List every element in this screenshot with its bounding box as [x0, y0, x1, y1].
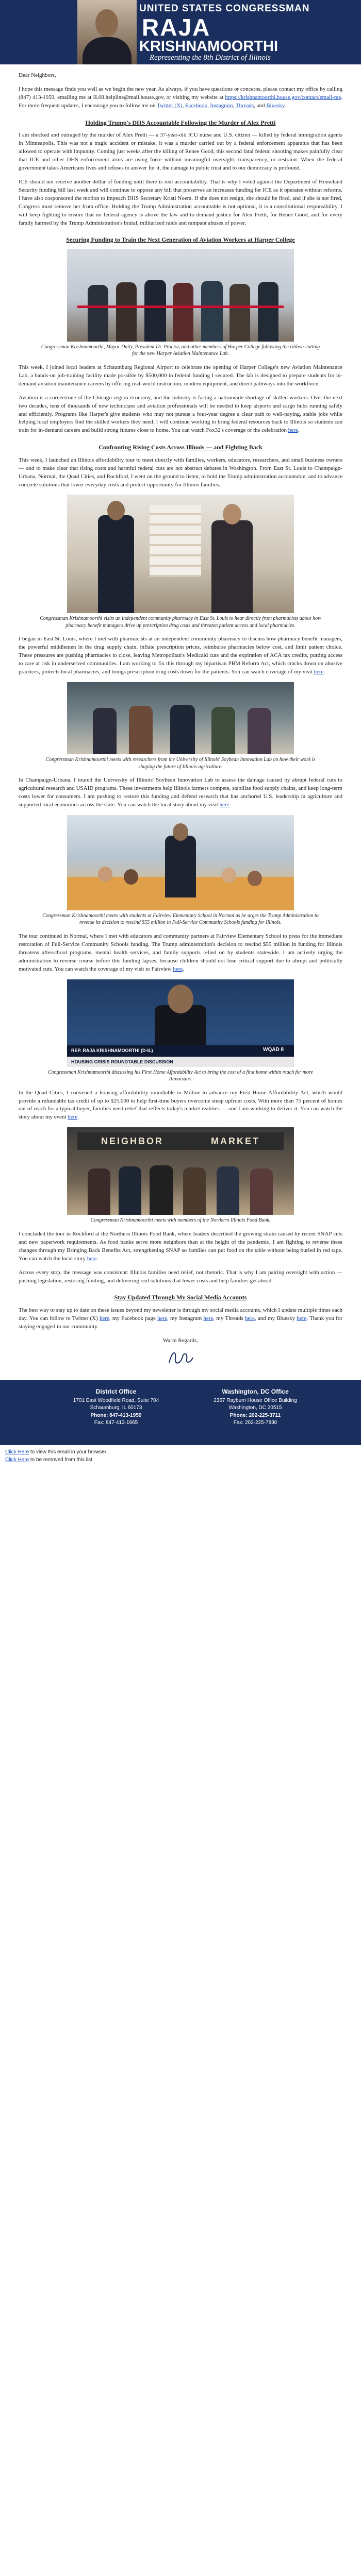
harper-text: Aviation is a cornerstone of the Chicago-region economy, and the industry is facing a nationwide shortage of skilled workers. Over the next two decades, tens of thousands of new technicians and aviation professionals will be needed to keep airports and cargo hubs running safely and efficiently. Programs like Harper's give students who may not pursue a four-year degree a clear path to well-paying, stable jobs while helping local employers find the skilled workers they need. I will continue working to bring federal resources back to Illinois so students can train for in-demand careers and build strong futures close to home. You can watch Fox32's coverage of the celebration [19, 394, 342, 434]
ribbon [77, 306, 284, 308]
district-phone: Phone: 847-413-1959 [90, 1412, 142, 1418]
photo-person [170, 705, 195, 754]
market-sign [77, 1132, 284, 1150]
photo-person [93, 708, 117, 754]
student-head [124, 869, 138, 885]
market-sign-right: MARKET [210, 1136, 260, 1147]
social-bluesky-link[interactable]: here [297, 1315, 307, 1321]
news-chyron: REP. RAJA KRISHNAMOORTHI (D-IL) [67, 1045, 294, 1057]
pharmacy-shelves [150, 505, 201, 577]
intro-text-1: I hope this message finds you well as we begin the new year. As always, if you have questions or concerns, please contact my office by calling (847) 413-1959, emailing me at IL08.helpline@mail.house.gov, or visiting my website at [19, 86, 342, 100]
fairview-caption: Congressman Krishnamoorthi meets with students at Fairview Elementary School in Normal as he urges the Trump Administration to reverse its decision to rescind $55 million in Full-Service Community Schools funding for Illinois. [42, 912, 319, 926]
section-title-social: Stay Updated Through My Social Media Accounts [114, 1294, 247, 1301]
congressman-portrait [77, 0, 137, 64]
student-head [248, 871, 262, 886]
soybean-coverage-link[interactable]: here [219, 801, 229, 808]
district-office-title: District Office [95, 1387, 137, 1395]
photo-head [168, 985, 193, 1013]
housing-coverage-link[interactable]: here [68, 1114, 78, 1121]
header-first-name: RAJA [142, 14, 211, 41]
costs-paragraph-3: In Champaign-Urbana, I toured the University of Illinois' Soybean Innovation Lab to assess the damage caused by abrupt federal cuts to agricultural research and USAID programs. These investments help Illinois farmers compete, stabilize food supply chains, and keep long-term costs lower for consumers. I am pushing to restore this funding and defend research that has anchored U.S. leadership in agriculture and supported rural economies across the state. You can watch the local story about my visit here. [19, 777, 342, 808]
costs-paragraph-2: I began in East St. Louis, where I met with pharmacists at an independent community pharmacy to discuss how pharmacy benefit managers, the powerful middlemen in the drug supply chain, inflate prescription prices, reimburse pharmacies below cost, and limit patient choice. These pressures are pushing pharmacies to close, leaving Metropolitan's Medicaid cuts and the expiration of ACA tax credits, putting access to care at risk in underserved communities. I am working to fix this through my bipartisan PBM Reform Act, which cracks down on abusive practices, protects local pharmacies, and brings prescription drug costs down for the patients. You can watch coverage of my visit here. [19, 636, 342, 675]
dc-phone: Phone: 202-225-3711 [229, 1412, 281, 1418]
dc-fax: Fax: 202-225-7830 [233, 1420, 277, 1426]
header-last-name: KRISHNAMOORTHI [139, 38, 278, 55]
signature-icon [165, 1347, 196, 1368]
facebook-link[interactable]: Facebook [185, 102, 207, 109]
student-head [222, 868, 236, 883]
photo-person [250, 1168, 273, 1215]
soybean-text: In Champaign-Urbana, I toured the University of Illinois' Soybean Innovation Lab to assess the damage caused by abrupt federal cuts to agricultural research and USAID programs. These investments help Illinois farmers compete, stabilize food supply chains, and keep long-term costs lower for consumers. I am pushing to restore this funding and defend research that has anchored U.S. leadership in agriculture and supported rural economies across the state. You can watch the local story about my visit [19, 777, 342, 808]
threads-link[interactable]: Threads [235, 102, 254, 109]
dc-office-title: Washington, DC Office [222, 1387, 289, 1395]
district-office [57, 1387, 175, 1427]
harper-caption: Congressman Krishnamoorthi, Mayor Daily, President Dr. Proctor, and other members of Harper College following the ribbon-cutting for the new Harper Aviation Maintenance Lab. [41, 344, 320, 357]
section-title-harper: Securing Funding to Train the Next Generation of Aviation Workers at Harper College [66, 236, 295, 244]
intro-paragraph: I hope this message finds you well as we begin the new year. As always, if you have questions or concerns, please contact my office by calling (847) 413-1959, emailing me at IL08.helpline@mail.house.gov, or visiting my website at https://krishnamoorthi.house.gov/contact/email-me. For more frequent updates, I encourage you to follow me on Twitter (X), Facebook, Instagram, Threads, and Bluesky. [19, 86, 342, 109]
social-text-threads: , my Threads [213, 1315, 243, 1321]
view-in-browser-line [5, 1448, 356, 1456]
food-bank-caption: Congressman Krishnamoorthi meets with members of the Northern Illinois Food Bank. [90, 1217, 271, 1224]
housing-caption: Congressman Krishnamoorthi discussing his First Home Affordability Act to bring the cost of a first home within reach for more Illinoisans. [48, 1069, 313, 1082]
header-banner [0, 0, 361, 64]
photo-person [88, 285, 108, 342]
photo-person [211, 707, 235, 754]
food-bank-photo [67, 1127, 294, 1215]
warm-regards: Warm Regards, [162, 1337, 199, 1344]
social-text-fb: , my Facebook page [109, 1315, 156, 1321]
fairview-text: The tour continued in Normal, where I met with educators and community partners at Fairview Elementary School to press for the immediate restoration of Full-Service Community Schools funding. The Trump administration's decision to rescind $55 million in funding for Illinois threatens afterschool programs, mental health services, and family supports relied on by students statewide. I am actively urging the administration to reverse course before this funding lapses, because children should not lose critical support due to abrupt and politically motivated cuts. You can watch the coverage of my visit to Fairview [19, 933, 342, 972]
header-title-top: UNITED STATES CONGRESSMAN [139, 3, 310, 14]
photo-person [248, 708, 271, 754]
costs-paragraph-5: In the Quad Cities, I convened a housing affordability roundtable in Moline to advance my First Home Affordability Act, which would provide a refundable tax credit of up to $25,000 to help first-time buyers overcome steep upfront costs. With more than 75 percent of homes out of reach for a typical buyer, families need relief that reflects today's market realities — and I am working to deliver it. You can watch the story about my event here. [19, 1089, 342, 1121]
pharmacy-photo [67, 495, 294, 613]
footer-links [0, 1445, 361, 1469]
housing-roundtable-photo [67, 979, 294, 1067]
photo-head [173, 823, 188, 841]
social-text-end: . Thank you for staying engaged in our community. [19, 1315, 343, 1330]
unsubscribe-line [5, 1456, 356, 1464]
instagram-link[interactable]: Instagram [210, 102, 233, 109]
food-bank-coverage-link[interactable]: here [87, 1255, 97, 1262]
student-head [98, 867, 112, 882]
social-text-ig: , my Instagram [167, 1315, 202, 1321]
photo-person [165, 836, 196, 897]
fox32-coverage-link[interactable]: here [288, 427, 298, 434]
photo-person [183, 1167, 206, 1215]
news-logo: WQAD 8 [263, 1046, 284, 1053]
photo-person [258, 282, 278, 342]
view-in-browser-link[interactable]: Click Here [5, 1449, 29, 1455]
fairview-school-photo [67, 815, 294, 910]
soybean-caption: Congressman Krishnamoorthi meets with researchers from the University of Illinois' Soybean Innovation Lab on how their work is shaping the future of Illinois agriculture. [45, 757, 316, 770]
social-instagram-link[interactable]: here [203, 1315, 214, 1321]
unsubscribe-text: to be removed from this list [30, 1456, 92, 1463]
harper-paragraph-2: Aviation is a cornerstone of the Chicago-region economy, and the industry is facing a nationwide shortage of skilled workers. Over the next two decades, tens of thousands of new technicians and aviation professionals will be needed to keep airports and cargo hubs running safely and efficiently. Programs like Harper's give students who may not pursue a four-year degree a clear path to well-paying, stable jobs while helping local employers find the skilled workers they need. I will continue working to bring federal resources back to Illinois so students can train for in-demand careers and build strong futures close to home. You can watch Fox32's coverage of the celebration here. [19, 394, 342, 434]
social-text: The best way to stay up to date on these issues beyond my newsletter is through my social media accounts, which I update multiple times each day. You can follow to Twitter (X) [19, 1307, 342, 1321]
pharmacy-caption: Congressman Krishnamoorthi visits an independent community pharmacy in East St. Louis to hear directly from pharmacists about how pharmacy benefit managers drive up prescription drug costs and threaten patient access and local pharmacies. [40, 616, 321, 629]
section-title-dhs: Holding Trump's DHS Accountable Following the Murder of Alex Pretti [85, 118, 276, 126]
fairview-coverage-link[interactable]: here [173, 965, 183, 972]
greeting: Dear Neighbors, [19, 72, 56, 78]
costs-paragraph-1: This week, I launched an Illinois affordability tour to meet directly with families, workers, educators, researchers, and small business owners — and to make clear that rising costs and harmful federal cuts are not abstract debates in Washington. From East St. Louis to Champaign-Urbana, Normal, the Quad Cities, and Rockford, I went on the ground to listen, to hold the Trump administration accountable, and to advance concrete solutions that lower everyday costs and protect opportunity for Illinois families. [19, 456, 342, 488]
photo-person [201, 281, 223, 342]
social-threads-link[interactable]: here [244, 1315, 255, 1321]
dc-address-2: Washington, DC 20515 [228, 1405, 282, 1411]
costs-paragraph-6: I concluded the tour in Rockford at the Northern Illinois Food Bank, where leaders described the growing strain caused by recent SNAP cuts and new paperwork requirements. As food banks serve more neighbors than at the height of the pandemic, I am fighting to reverse these changes through my Bringing Back Benefits Act, strengthening SNAP so families can put food on the table without being buried in red tape. You can watch the local story here. [19, 1230, 342, 1262]
harper-paragraph-1: This week, I joined local leaders at Schaumburg Regional Airport to celebrate the opening of Harper College's new Aviation Maintenance Lab, a hands-on job-training facility made possible by $500,000 in federal funding I secured. The lab is designed to prepare students for in-demand aviation maintenance careers by offering real-world instruction, modern equipment, and direct pathways into the workforce. [19, 364, 342, 387]
market-sign-left: NEIGHBOR [101, 1136, 163, 1147]
photo-person [129, 706, 153, 754]
pharmacy-coverage-link[interactable]: here [314, 669, 324, 675]
photo-person [116, 282, 137, 342]
district-fax: Fax: 847-413-1965 [94, 1420, 138, 1426]
header-district: Representing the 8th District of Illinois [150, 54, 271, 62]
footer-offices [0, 1380, 361, 1445]
photo-person [119, 1166, 141, 1215]
district-address-2: Schaumburg, IL 60173 [90, 1405, 142, 1411]
district-address-1: 1701 East Woodfield Road, Suite 704 [73, 1397, 159, 1403]
view-in-browser-text: to view this email in your browser. [30, 1449, 108, 1455]
costs-paragraph-4: The tour continued in Normal, where I met with educators and community partners at Fairview Elementary School to press for the immediate restoration of Full-Service Community Schools funding. The Trump administration's decision to rescind $55 million in funding for Illinois threatens afterschool programs, mental health services, and family supports relied on by students statewide. I am actively urging the administration to reverse course before this funding lapses, because children should not lose critical support due to abrupt and politically motivated cuts. You can watch the coverage of my visit to Fairview here. [19, 933, 342, 972]
dhs-paragraph-1: I am shocked and outraged by the murder of Alex Pretti — a 37-year-old ICU nurse and U.S. citizen — killed by federal immigration agents in Minneapolis. This was not a tragic accident or mistake, it was a murder carried out by a federal enforcement apparatus that has been allowed to operate with impunity. Coming just weeks after the killing of Renee Good, this second fatal federal shooting makes painfully clear that ICE and other DHS enforcement arms are using force without meaningful oversight, transparency, or restraint. When the federal government takes Americans lives and refuses to answer for it, the damage to public trust and to our democracy is profound. [19, 132, 342, 171]
photo-person [98, 515, 134, 613]
photo-person [229, 284, 250, 342]
social-text-bluesky: , and my Bluesky [254, 1315, 296, 1321]
costs-paragraph-7: Across every stop, the message was consistent: Illinois families need relief, not rhetoric. That is why I am pairing oversight with action — pushing legislation, restoring funding, and delivering real solutions that lower costs and help families get ahead. [19, 1269, 342, 1284]
pharmacy-text: I began in East St. Louis, where I met with pharmacists at an independent community pharmacy to discuss how pharmacy benefit managers, the powerful middlemen in the drug supply chain, inflate prescription prices, reimburse pharmacies below cost, and limit patient choice. These pressures are pushing pharmacies to close, leaving Metropolitan's Medicaid cuts and the expiration of ACA tax credits, putting access to care at risk in underserved communities. I am working to fix this through my bipartisan PBM Reform Act, which cracks down on abusive practices, protects local pharmacies, and brings prescription drug costs down for the patients. You can watch coverage of my visit [19, 636, 342, 675]
photo-person [211, 520, 253, 613]
news-subtitle: HOUSING CRISIS ROUNDTABLE DISCUSSION [67, 1057, 294, 1067]
photo-person [150, 1165, 173, 1215]
portrait-suit [83, 37, 132, 64]
photo-person [88, 1168, 110, 1215]
dhs-paragraph-2: ICE should not receive another dollar of funding until there is real accountability. That is why I voted against the Department of Homeland Security funding bill last week and will continue to oppose any bill that preserves an increases funding for ICE as it operates without reforms. I have also cosponsored the motion to impeach DHS Secretary Kristi Noem. If she does not resign, she should be fired, and if she is not fired, Congress must remove her from office. Holding the Trump Administration accountable is not optional, it is a constitutional responsibility. I will keep fighting to ensure that no federal agency is above the law and to demand justice for Alex Pretti, for Renee Good, and for every family harmed by the Trump Administration's brutal, militarized raids and rampant abuses of power. [19, 178, 342, 226]
housing-text: In the Quad Cities, I convened a housing affordability roundtable in Moline to advance my First Home Affordability Act, which would provide a refundable tax credit of up to $25,000 to help first-time buyers overcome steep upfront costs. With more than 75 percent of homes out of reach for a typical buyer, families need relief that reflects today's market realities — and I am working to deliver it. You can watch the story about my event [19, 1089, 342, 1121]
dc-office [196, 1387, 315, 1427]
section-title-costs: Confronting Rising Costs Across Illinois — and Fighting Back [99, 444, 262, 451]
food-bank-text: I concluded the tour in Rockford at the Northern Illinois Food Bank, where leaders described the growing strain caused by recent SNAP cuts and new paperwork requirements. As food banks serve more neighbors than at the height of the pandemic, I am fighting to reverse these changes through my Bringing Back Benefits Act, strengthening SNAP so families can put food on the table without being buried in red tape. You can watch the local story [19, 1230, 342, 1262]
photo-person [144, 280, 166, 342]
newsletter-body [0, 64, 361, 1377]
social-paragraph [19, 1307, 342, 1331]
photo-person [173, 283, 193, 342]
contact-link[interactable]: https://krishnamoorthi.house.gov/contact/email-me [225, 94, 341, 100]
social-facebook-link[interactable]: here [157, 1315, 167, 1321]
twitter-link[interactable]: Twitter (X) [157, 102, 183, 109]
dc-address-1: 2367 Rayburn House Office Building [214, 1397, 297, 1403]
portrait-face [95, 9, 118, 37]
photo-person [217, 1166, 239, 1215]
social-twitter-link[interactable]: here [99, 1315, 109, 1321]
bluesky-link[interactable]: Bluesky [266, 102, 285, 109]
intro-text-2: . For more frequent updates, I encourage you to follow me on [19, 94, 342, 109]
signoff [19, 1337, 342, 1377]
harper-ribbon-photo [67, 249, 294, 342]
soybean-lab-photo [67, 682, 294, 754]
unsubscribe-link[interactable]: Click Here [5, 1456, 29, 1463]
